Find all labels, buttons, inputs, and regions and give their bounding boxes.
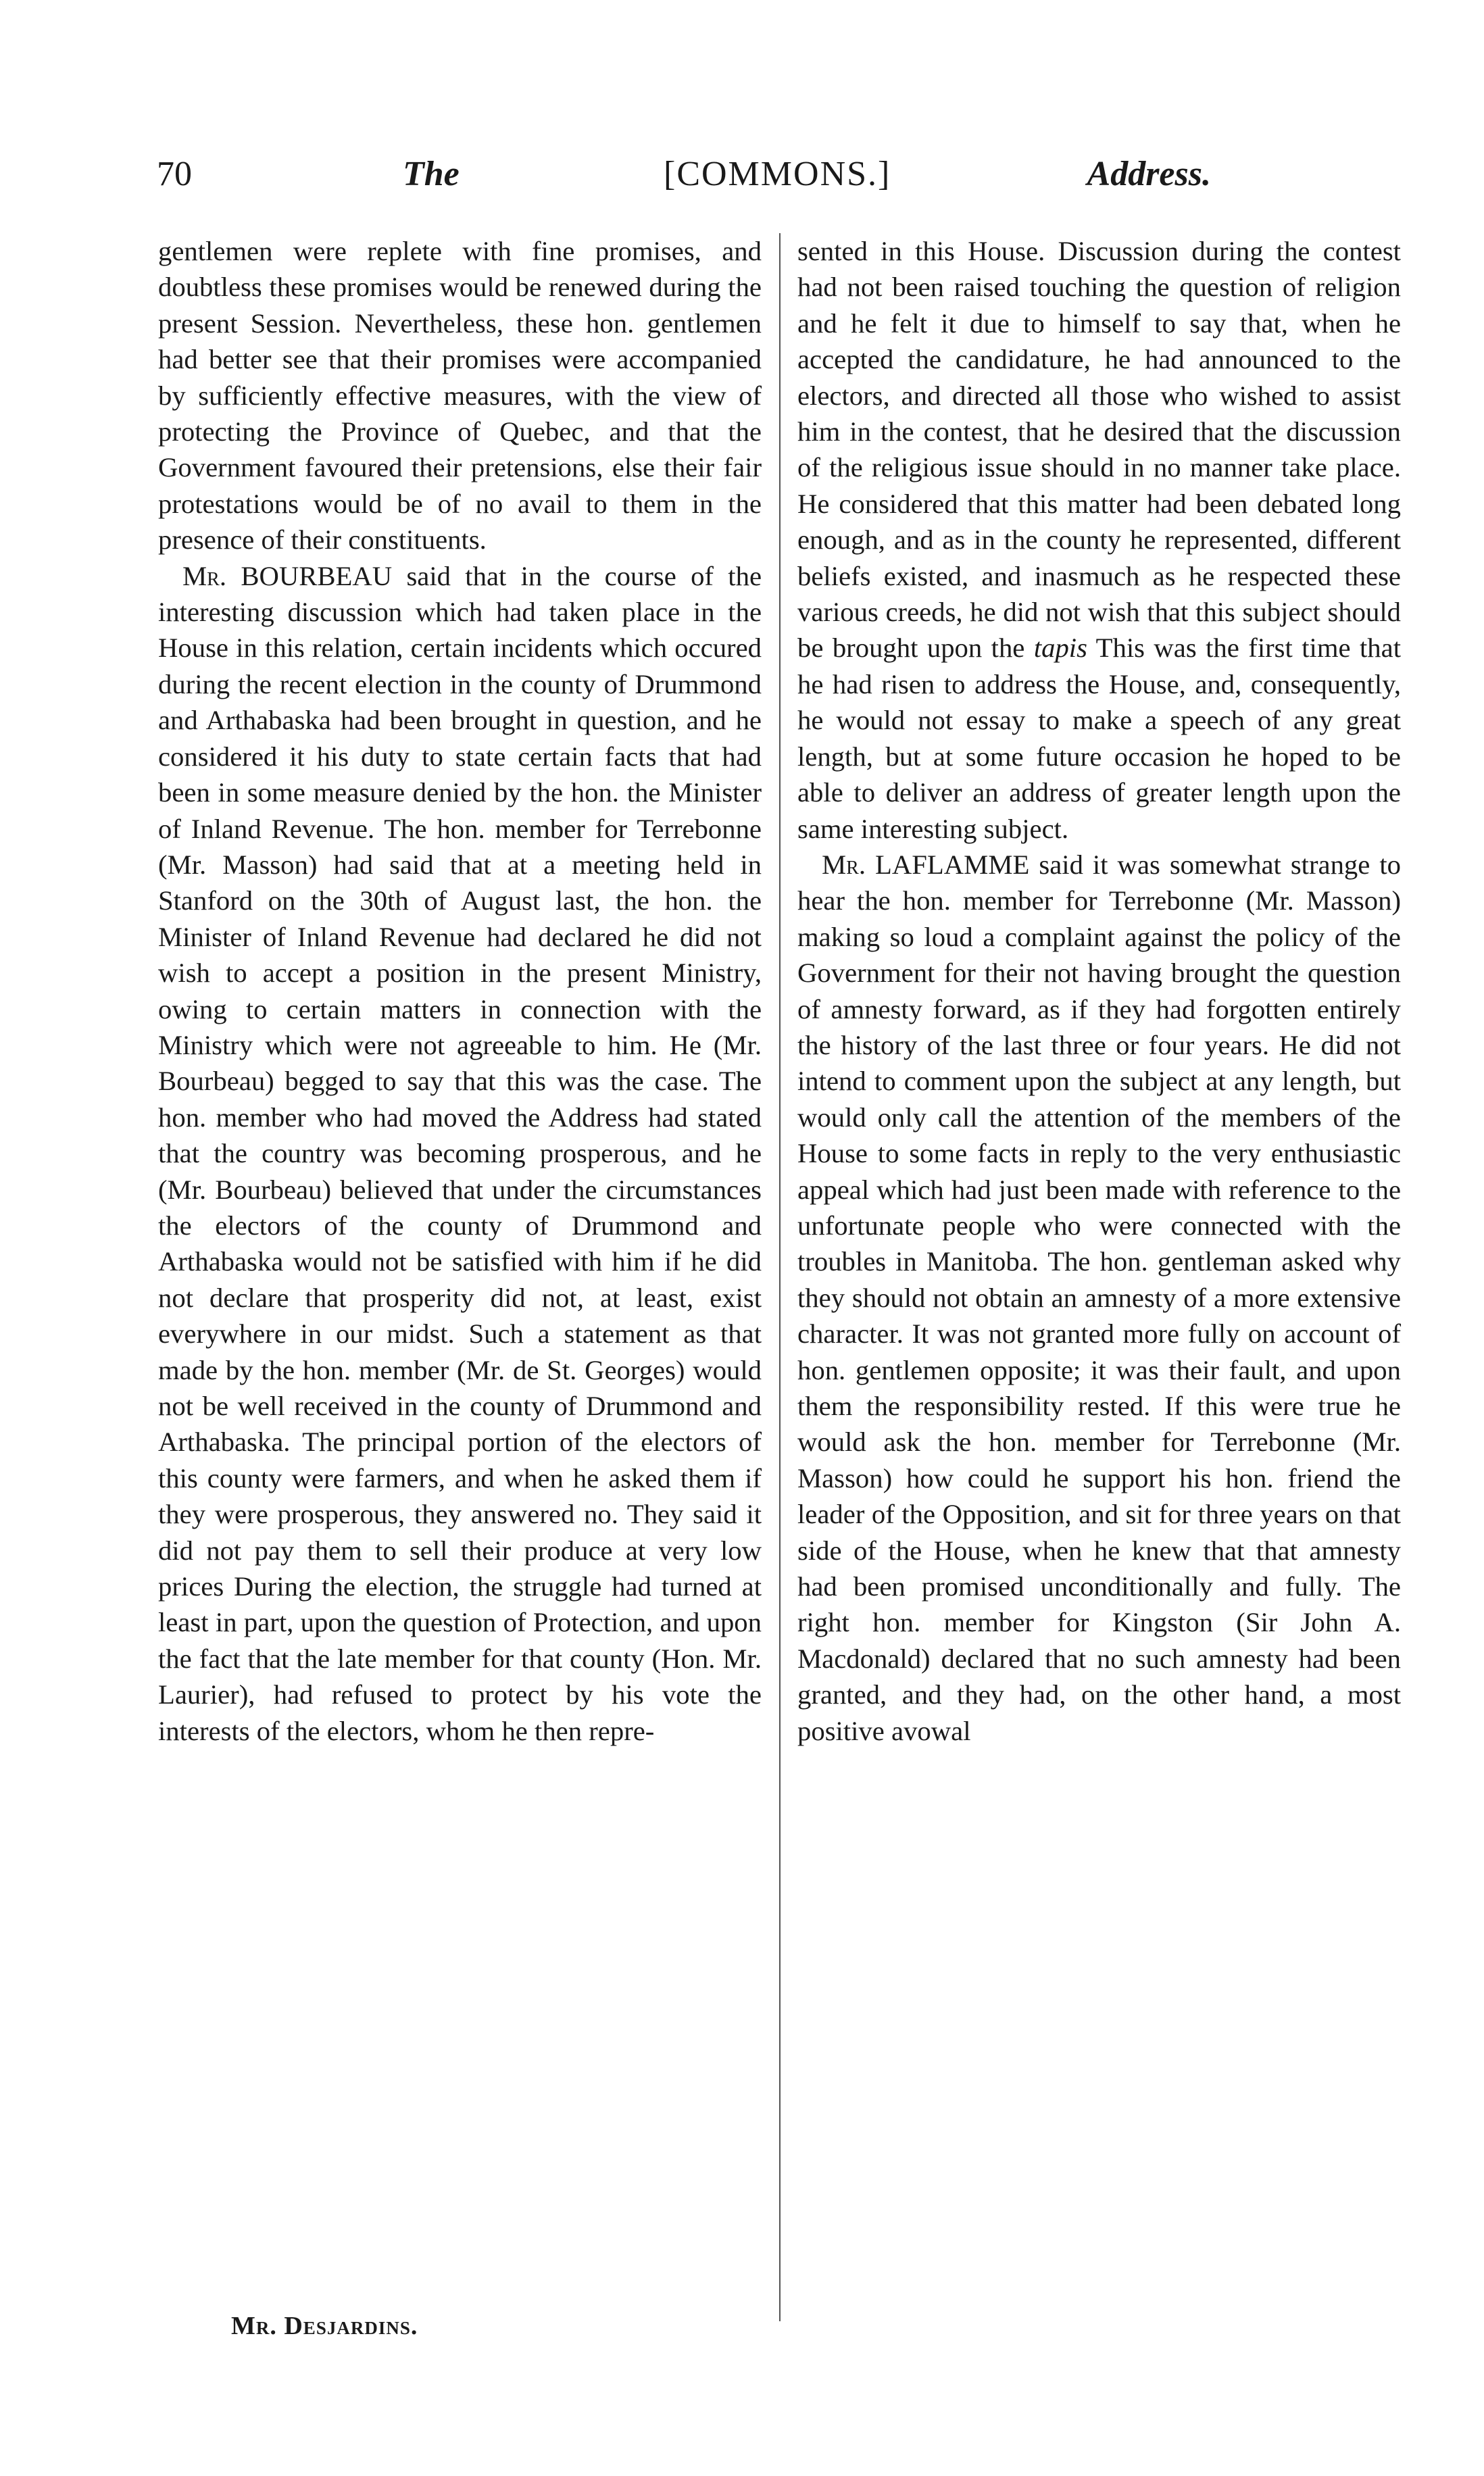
paragraph-continuation: gentlemen were replete with fine promises, and doubtless these promises would be renewed during the present Session. Nevertheless, these hon. gentlemen had better see that their promises were accompanied by sufficiently effective measures, with the view of protecting the Province of Quebec, and that the Government favoured their pretensions, else their fair protestations would be of no avail to them in the presence of their constituents. xyxy=(158,236,762,555)
right-column xyxy=(797,233,1401,2260)
page-header xyxy=(157,154,1211,201)
page-number: 70 xyxy=(157,155,192,193)
section-label: [COMMONS.] xyxy=(664,155,891,193)
publication-title: The xyxy=(403,155,460,193)
left-column xyxy=(158,233,762,2260)
running-footer: Mr. Desjardins. xyxy=(231,2312,418,2340)
paragraph-continuation-right xyxy=(797,233,1401,847)
italic-term: tapis xyxy=(1033,633,1087,664)
speech-text: said that in the course of the interesting discussion which had taken place in the House in this relation, certain incidents which occured during the recent election in the county of Drummond and Arthabaska had been brought in question, and he considered it his duty to state certain facts that had been in some measure denied by the hon. the Minister of Inland Revenue. The hon. member for Terrebonne (Mr. Masson) had said that at a meeting held in Stanford on the 30th of August last, the hon. the Minister of Inland Revenue had declared he did not wish to accept a position in the present Ministry, owing to certain matters in connection with the Ministry which were not agreeable to him. He (Mr. Bourbeau) begged to say that this was the case. The hon. member who had moved the Address had stated that the country was becoming prosperous, and he (Mr. Bourbeau) believed that under the circumstances the electors of the county of Drummond and Arthabaska would not be satisfied with him if he did not declare that prosperity did not, at least, exist everywhere in our midst. Such a statement as that made by the hon. member (Mr. de St. Georges) would not be well received in the county of Drummond and Arthabaska. The principal portion of the electors of this county were farmers, and when he asked them if they were prosperous, they answered no. They said it did not pay them to sell their produce at very low prices During the election, the struggle had turned at least in part, upon the question of Protection, and upon the fact that the late member for that county (Hon. Mr. Laurier), had refused to protect by his vote the interests of the electors, whom he then repre- xyxy=(158,560,762,1746)
paragraph-bourbeau xyxy=(158,558,762,1749)
speaker-name: Mr. BOURBEAU xyxy=(182,560,393,591)
speech-text: said it was somewhat strange to hear the hon. member for Terrebonne (Mr. Masson) making so loud a complaint against the policy of the Government for their not having brought the question of amnesty forward, as if they had forgotten entirely the history of the last three or four years. He did not intend to comment upon the subject at any length, but would only call the attention of the members of the House to some facts in reply to the very enthusiastic appeal which had just been made with reference to the unfortunate people who were connected with the troubles in Manitoba. The hon. gentleman asked why they should not obtain an amnesty of a more extensive character. It was not granted more fully on account of hon. gentlemen opposite; it was their fault, and upon them the responsibility rested. If this were true he would ask the hon. member for Terrebonne (Mr. Masson) how could he support his hon. friend the leader of the Opposition, and sit for three years on that side of the House, when he knew that that amnesty had been promised unconditionally and fully. The right hon. member for Kingston (Sir John A. Macdonald) declared that no such amnesty had been granted, and they had, on the other hand, a most positive avowal xyxy=(797,849,1401,1746)
speech-text: sented in this House. Discussion during the contest had not been raised touching the question of religion and he felt it due to himself to say that, when he accepted the candidature, he had announced to the electors, and directed all those who wished to assist him in the contest, that he desired that the discussion of the religious issue should in no manner take place. He considered that this matter had been debated long enough, and as in the county he represented, different beliefs existed, and inasmuch as he respected these various creeds, he did not wish that this subject should be brought upon the xyxy=(797,236,1401,664)
topic-label: Address. xyxy=(1087,155,1211,193)
speech-text: This was the first time that he had risen to address the House, and, consequently, he would not essay to make a speech of any great length, but at some future occasion he hoped to be able to deliver an address of greater length upon the same interesting subject. xyxy=(797,633,1402,844)
column-divider xyxy=(779,233,781,2321)
speaker-name: Mr. LAFLAMME xyxy=(822,849,1030,880)
paragraph-laflamme xyxy=(797,847,1401,1749)
